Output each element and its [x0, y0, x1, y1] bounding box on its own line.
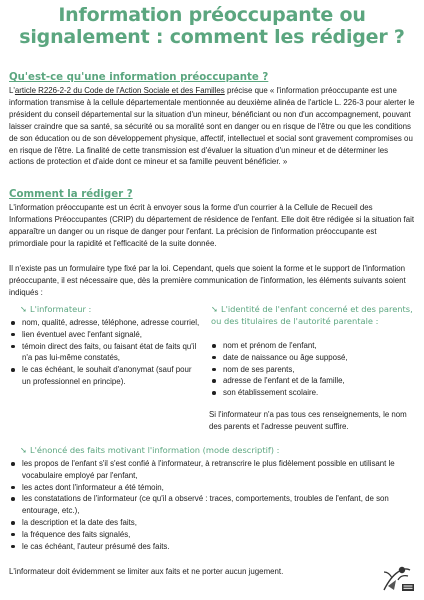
list-item: lien éventuel avec l'enfant signalé, [8, 329, 200, 341]
arrow-icon: ➘ [211, 304, 218, 314]
list-item: le cas échéant, l'auteur présumé des faits. [8, 541, 416, 553]
faits-heading-text: L'énoncé des faits motivant l'information (mode descriptif) : [29, 445, 280, 455]
article-link[interactable]: article R226-2-2 du Code de l'Action Sociale et des Familles [14, 86, 225, 95]
identite-heading-text: L'identité de l'enfant concerné et des parents, ou des titulaires de l'autorité parentale : [211, 304, 413, 326]
list-item: son établissement scolaire. [209, 387, 414, 399]
list-item: la description et la date des faits, [8, 517, 416, 529]
list-item: nom et prénom de l'enfant, [209, 340, 414, 352]
informateur-list [8, 317, 200, 388]
section-heading-how: Comment la rédiger ? [9, 189, 133, 200]
list-item: les actes dont l'informateur a été témoin, [8, 482, 416, 494]
list-item: adresse de l'enfant et de la famille, [209, 375, 414, 387]
arrow-icon: ➘ [20, 445, 27, 455]
list-item: les propos de l'enfant s'il s'est confié à l'informateur, à retranscrire le plus fidèlement possible en utilisant le vocabulaire employé par l'enfant, [8, 458, 416, 482]
list-item: le cas échéant, le souhait d'anonymat (sauf pour un professionnel en principe). [8, 364, 200, 388]
list-item: la fréquence des faits signalés, [8, 529, 416, 541]
list-item: nom de ses parents, [209, 364, 414, 376]
informateur-heading [20, 304, 210, 316]
list-item: les constatations de l'informateur (ce qu'il a observé : traces, comportements, troubles de l'enfant, de son entourage, etc.), [8, 493, 416, 517]
intro-prefix: L' [9, 86, 15, 95]
identite-note: Si l'informateur n'a pas tous ces renseignements, le nom des parents et l'adresse peuvent suffire. [209, 410, 407, 431]
list-item: nom, qualité, adresse, téléphone, adresse courriel, [8, 317, 200, 329]
identite-heading [211, 304, 416, 327]
list-item: témoin direct des faits, ou faisant état de faits qu'il n'a pas lui-même constatés, [8, 341, 200, 365]
identite-list [209, 340, 414, 399]
conclusion-paragraph: L'informateur doit évidemment se limiter aux faits et ne porter aucun jugement. [9, 567, 284, 576]
informateur-heading-text: L'informateur : [29, 304, 92, 314]
definition-paragraph [9, 85, 415, 168]
title-line-2: signalement : comment les rédiger ? [19, 26, 405, 48]
faits-heading [20, 445, 415, 457]
definition-body: précise que « l'information préoccupante est une information transmise à la cellule départementale mentionnée au deuxième alinéa de l'article L. 226-3 pour alerter le président du conseil départemental sur la situation d'un mineur, bénéficiant ou non d'un accompagnement, pouvant laisser craindre que sa santé, sa sécurité ou sa moralité sont en danger ou en risque de l'être ou que les conditions de son éducation ou de son développement physique, affectif, intellectuel et social sont gravement compromises ou en risque de l'être. La finalité de cette transmission est d'évaluer la situation d'un mineur et de déterminer les actions de protection et d'aide dont ce mineur et sa famille peuvent bénéficier. » [9, 86, 415, 167]
logo-icon [378, 560, 416, 594]
section-heading-definition: Qu'est-ce qu'une information préoccupante ? [9, 72, 269, 83]
faits-list [8, 458, 416, 552]
list-item: date de naissance ou âge supposé, [209, 352, 414, 364]
page-title [0, 4, 424, 48]
title-line-1: Information préoccupante ou [58, 4, 366, 26]
how-paragraph-1: L'information préoccupante est un écrit à envoyer sous la forme d'un courrier à la Cellule de Recueil des Informations Préoccupantes (CRIP) du département de résidence de l'enfant. Elle doit être rédigée si la situation fait apparaître un danger ou un risque de danger pour l'enfant. La précision de l'information préoccupante est primordiale pour la rapidité et l'efficacité de la suite donnée. [9, 203, 415, 248]
how-paragraph-2: Il n'existe pas un formulaire type fixé par la loi. Cependant, quels que soient la forme et le support de l'information préoccupante, il est nécessaire que, dès la première communication de l'information, les éléments suivants soient indiqués : [9, 264, 406, 297]
arrow-icon: ➘ [20, 304, 27, 314]
